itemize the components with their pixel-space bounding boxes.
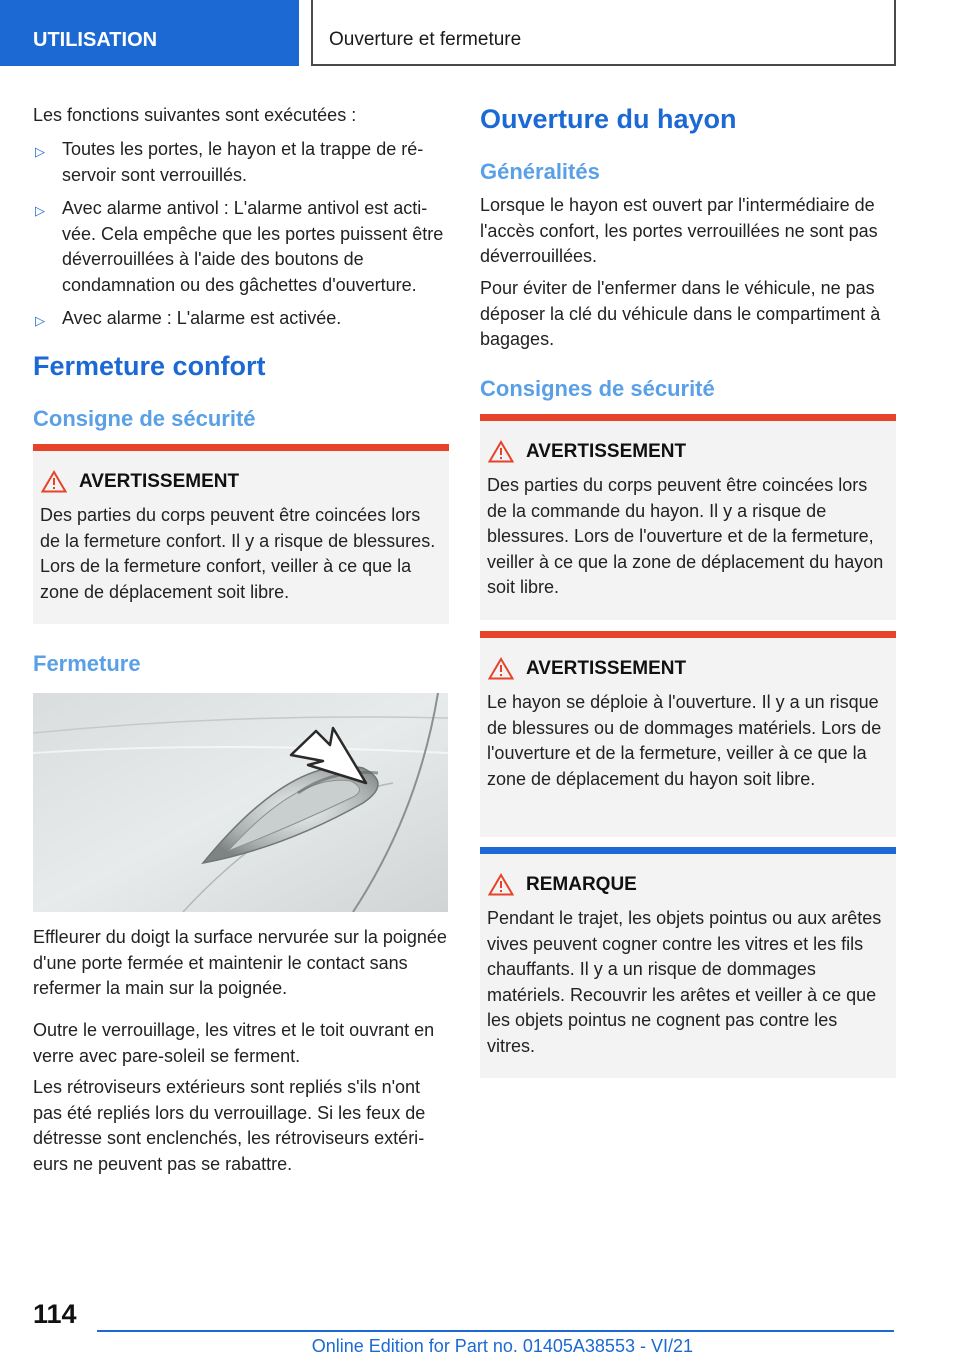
warning-triangle-icon <box>41 470 67 499</box>
warning-bar <box>480 414 896 421</box>
paragraph: Pour éviter de l'enfermer dans le véhicule, ne pas déposer la clé du véhicule dans le compartiment à bagages. <box>480 278 881 349</box>
paragraph: Effleurer du doigt la surface nervurée sur la poignée d'une porte fermée et maintenir le contact sans refermer la main sur la poignée. <box>33 927 447 998</box>
footer-divider <box>97 1330 894 1332</box>
subsection-heading: Consigne de sécurité <box>33 406 256 431</box>
warning-title: AVERTISSEMENT <box>33 471 449 495</box>
note-bar <box>480 847 896 854</box>
warning-box <box>480 414 896 620</box>
list-item: ▷ Toutes les portes, le hayon et la trappe de réservoir sont verrouillés. <box>35 139 424 185</box>
triangle-bullet-icon: ▷ <box>35 313 45 328</box>
paragraph: Lorsque le hayon est ouvert par l'intermédiaire de l'accès confort, les portes verrouillées ne sont pas déverrouillées. <box>480 195 878 266</box>
list-item: ▷ Avec alarme antivol : L'alarme antivol est activée. Cela empêche que les portes puissent être déverrouillées à l'aide des boutons de condamnation ou des gâchettes d'ouverture. <box>35 198 444 295</box>
warning-title: AVERTISSEMENT <box>480 441 896 465</box>
warning-triangle-icon <box>488 440 514 469</box>
warning-text: Des parties du corps peuvent être coincées lors de la commande du hayon. Il y a risque de blessures. Lors de l'ouverture et de la fermeture, veiller à ce que la zone de déplacement du hayon soit libre. <box>487 475 884 597</box>
chapter-title: Ouverture et fermeture <box>329 29 522 50</box>
section-title: UTILISATION <box>33 29 158 51</box>
triangle-bullet-icon: ▷ <box>35 203 45 218</box>
edition-label: Online Edition for Part no. 01405A38553 - VI/21 <box>311 1336 693 1356</box>
triangle-bullet-icon: ▷ <box>35 144 45 159</box>
section-heading: Ouverture du hayon <box>480 104 737 134</box>
door-handle-illustration <box>33 693 448 912</box>
warning-bar <box>33 444 449 451</box>
function-list <box>33 137 449 332</box>
subsection-heading: Généralités <box>480 159 600 184</box>
warning-box <box>480 631 896 837</box>
paragraph: Les rétroviseurs extérieurs sont repliés s'ils n'ont pas été repliés lors du verrouillage. Si les feux de détresse sont enclenchés, les rétroviseurs extérieurs ne peuvent pas se rabattre. <box>33 1077 426 1174</box>
warning-title: AVERTISSEMENT <box>480 658 896 682</box>
warning-text: Des parties du corps peuvent être coincées lors de la fermeture confort. Il y a risque de blessures. Lors de la fermeture confort, veiller à ce que la zone de déplacement soit libre. <box>40 505 436 602</box>
note-text: Pendant le trajet, les objets pointus ou aux arêtes vives peuvent cogner contre les vitres et les fils chauffants. Il y a un risque de dommages matériels. Recouvrir les arêtes et veiller à ce que les objets pointus ne cognent pas contre les vitres. <box>487 908 882 1056</box>
section-tab <box>0 0 299 66</box>
subsection-heading: Fermeture <box>33 651 141 676</box>
intro-text: Les fonctions suivantes sont exécutées : <box>33 105 357 125</box>
note-box <box>480 847 896 1078</box>
note-title: REMARQUE <box>480 874 896 898</box>
chapter-header <box>311 0 896 66</box>
page-number: 114 <box>33 1299 77 1329</box>
list-item: ▷ Avec alarme : L'alarme est activée. <box>33 306 449 332</box>
paragraph: Outre le verrouillage, les vitres et le toit ouvrant en verre avec pare-soleil se ferment. <box>33 1020 435 1066</box>
warning-triangle-icon <box>488 657 514 686</box>
warning-text: Le hayon se déploie à l'ouverture. Il y a un risque de blessures ou de dommages matériels. Lors de l'ouverture et de la fermeture, veiller à ce que la zone de déplacement du hayon soit libre. <box>487 692 882 789</box>
section-heading: Fermeture confort <box>33 351 266 381</box>
warning-box <box>33 444 449 624</box>
subsection-heading: Consignes de sécurité <box>480 376 715 401</box>
warning-triangle-icon <box>488 873 514 902</box>
warning-bar <box>480 631 896 638</box>
